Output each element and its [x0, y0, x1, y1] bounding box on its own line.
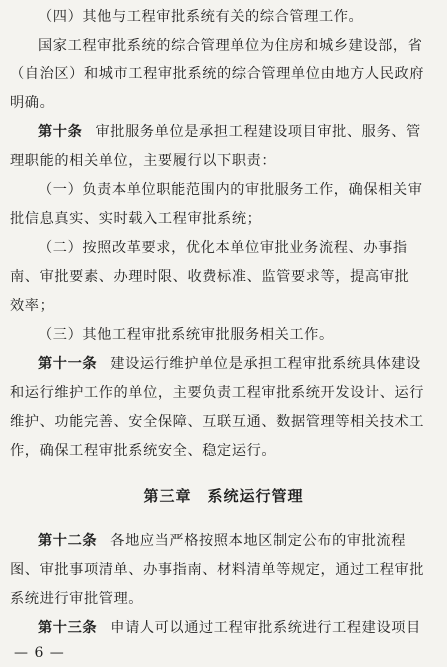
article-12-title: 第十二条: [38, 533, 98, 549]
article-12-line: 图、审批事项清单、办事指南、材料清单等规定，通过工程审批: [10, 562, 425, 578]
article-11-text: 建设运行维护单位是承担工程审批系统具体建设: [110, 356, 421, 372]
article-10-title: 第十条: [38, 124, 83, 140]
article-12-line: 系统进行审批管理。: [10, 591, 144, 607]
article-10-item-2: 南、审批要素、办理时限、收费标准、监管要求等，提高审批: [10, 269, 410, 285]
article-13-text: 申请人可以通过工程审批系统进行工程建设项目: [110, 620, 421, 636]
page-number: — 6 —: [14, 645, 65, 661]
article-11-line: 作，确保工程审批系统安全、稳定运行。: [10, 443, 277, 459]
article-11-line: [38, 354, 421, 374]
article-10-line: [38, 122, 421, 142]
article-10-item-2: 效率；: [10, 298, 55, 314]
article-10-line: 理职能的相关单位，主要履行以下职责：: [10, 153, 277, 169]
article-10-item-2: （二）按照改革要求，优化本单位审批业务流程、办事指: [38, 240, 408, 256]
clause-4-line: （四）其他与工程审批系统有关的综合管理工作。: [38, 9, 364, 25]
paragraph-line: （自治区）和城市工程审批系统的综合管理单位由地方人民政府: [10, 66, 425, 82]
article-10-text: 审批服务单位是承担工程建设项目审批、服务、管: [95, 124, 421, 140]
chapter-3-heading: 第三章 系统运行管理: [143, 487, 304, 505]
article-10-item-3: （三）其他工程审批系统审批服务相关工作。: [38, 327, 334, 343]
article-11-line: 维护、功能完善、安全保障、互联互通、数据管理等相关技术工: [10, 414, 425, 430]
article-10-item-1: 批信息真实、实时载入工程审批系统；: [10, 211, 262, 227]
article-13-line: [38, 618, 421, 638]
article-11-title: 第十一条: [38, 356, 98, 372]
article-12-line: [38, 531, 406, 551]
article-12-text: 各地应当严格按照本地区制定公布的审批流程: [110, 533, 407, 549]
article-10-item-1: （一）负责本单位职能范围内的审批服务工作，确保相关审: [38, 182, 423, 198]
paragraph-line: 明确。: [10, 95, 55, 111]
paragraph-line: 国家工程审批系统的综合管理单位为住房和城乡建设部，省: [38, 38, 423, 54]
article-11-line: 和运行维护工作的单位，主要负责工程审批系统开发设计、运行: [10, 385, 425, 401]
article-13-title: 第十三条: [38, 620, 98, 636]
